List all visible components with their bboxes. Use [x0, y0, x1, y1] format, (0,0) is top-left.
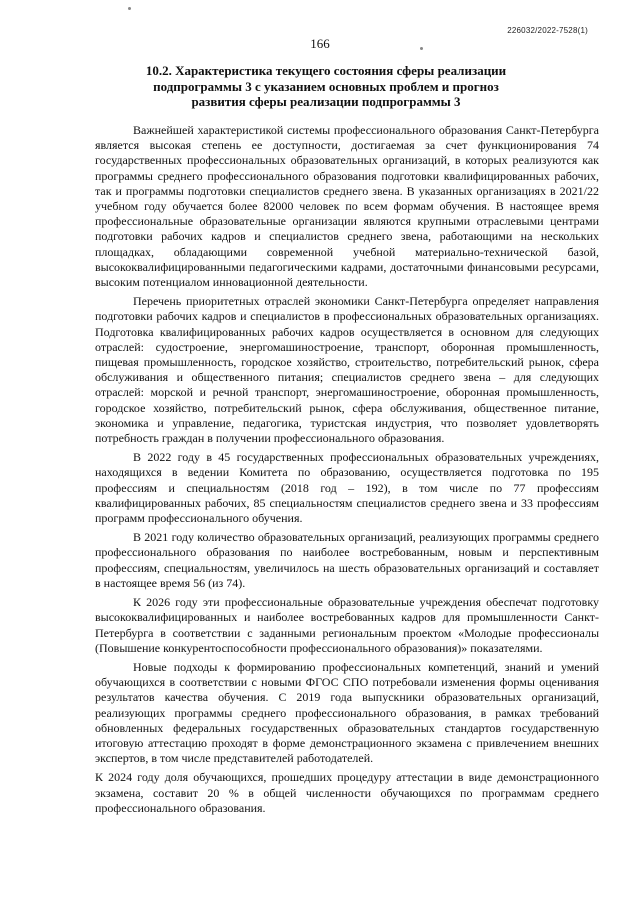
section-title: 10.2. Характеристика текущего состояния сферы реализации подпрограммы 3 с указанием основных проблем и прогноз развития сферы реализации подпрограммы 3 [145, 63, 507, 109]
paragraph: В 2021 году количество образовательных организаций, реализующих программы среднего профессионального образования по наиболее востребованным, новым и перспективным профессиям, специальностям, увеличилось на шесть образовательных организаций и составляет в настоящее время 56 (из 74). [95, 530, 599, 590]
page-number: 166 [310, 36, 330, 51]
paragraph: В 2022 году в 45 государственных профессиональных образовательных учреждениях, находящихся в ведении Комитета по образованию, осуществляется подготовка по 195 профессиям и специальностям (2018 год – 192), в том числе по 77 профессиям квалифицированных рабочих, 85 специальностям специалистов среднего звена и 33 профессиям программ профессионального обучения. [95, 450, 599, 526]
paragraph: Важнейшей характеристикой системы профессионального образования Санкт-Петербурга является высокая степень ее доступности, достигаемая за счет функционирования 74 государственных профессиональных образовательных организаций, в которых реализуются как программы среднего профессионального образования подготовки квалифицированных рабочих, так и программы подготовки специалистов среднего звена. В указанных организациях в 2021/22 учебном году обучается более 82000 человек по всем формам обучения. В настоящее время профессиональные образовательные организации являются крупными отраслевыми центрами подготовки рабочих кадров и специалистов среднего звена, работающими на нескольких площадках, обладающими современной учебной материально-технической базой, высококвалифицированными педагогическими кадрами, достаточными финансовыми ресурсами, высоким потенциалом инновационной деятельности. [95, 123, 599, 290]
paragraph: Новые подходы к формированию профессиональных компетенций, знаний и умений обучающихся в соответствии с новыми ФГОС СПО потребовали изменения формы оценивания результатов качества обучения. С 2019 года выпускники образовательных организаций, реализующих программы среднего профессионального образования, в рамках требований обновленных федеральных государственных образовательных стандартов государственную итоговую аттестацию проходят в форме демонстрационного экзамена с привлечением внешних экспертов, в том числе представителей работодателей. [95, 659, 599, 766]
document-id: 226032/2022-7528(1) [507, 26, 588, 35]
scan-speck [128, 7, 131, 10]
paragraph: К 2024 году доля обучающихся, прошедших процедуру аттестации в виде демонстрационного экзамена, составит 20 % в общей численности обучающихся по программам среднего профессионального образования. [95, 770, 599, 815]
body-text [95, 123, 599, 820]
paragraph: К 2026 году эти профессиональные образовательные учреждения обеспечат подготовку высококвалифицированных и наиболее востребованных кадров для промышленности Санкт-Петербурга в соответствии с заданными региональным проектом «Молодые профессионалы (Повышение конкурентоспособности профессионального образования)» показателями. [95, 595, 599, 655]
paragraph: Перечень приоритетных отраслей экономики Санкт-Петербурга определяет направления подготовки рабочих кадров и специалистов в профессиональных образовательных организациях. Подготовка квалифицированных рабочих кадров осуществляется в основном для следующих отраслей: судостроение, энергомашиностроение, транспорт, оборонная промышленность, пищевая промышленность, городское хозяйство, строительство, потребительский рынок, сфера обслуживания и общественного питания; специалистов среднего звена – для следующих отраслей: морской и речной транспорт, энергомашиностроение, оборонная промышленность, городское хозяйство, потребительский рынок, сфера обслуживания, общественное питание, экономика и управление, педагогика, туристская индустрия, что позволяет удовлетворять потребность граждан в получении профессионального образования. [95, 294, 599, 446]
